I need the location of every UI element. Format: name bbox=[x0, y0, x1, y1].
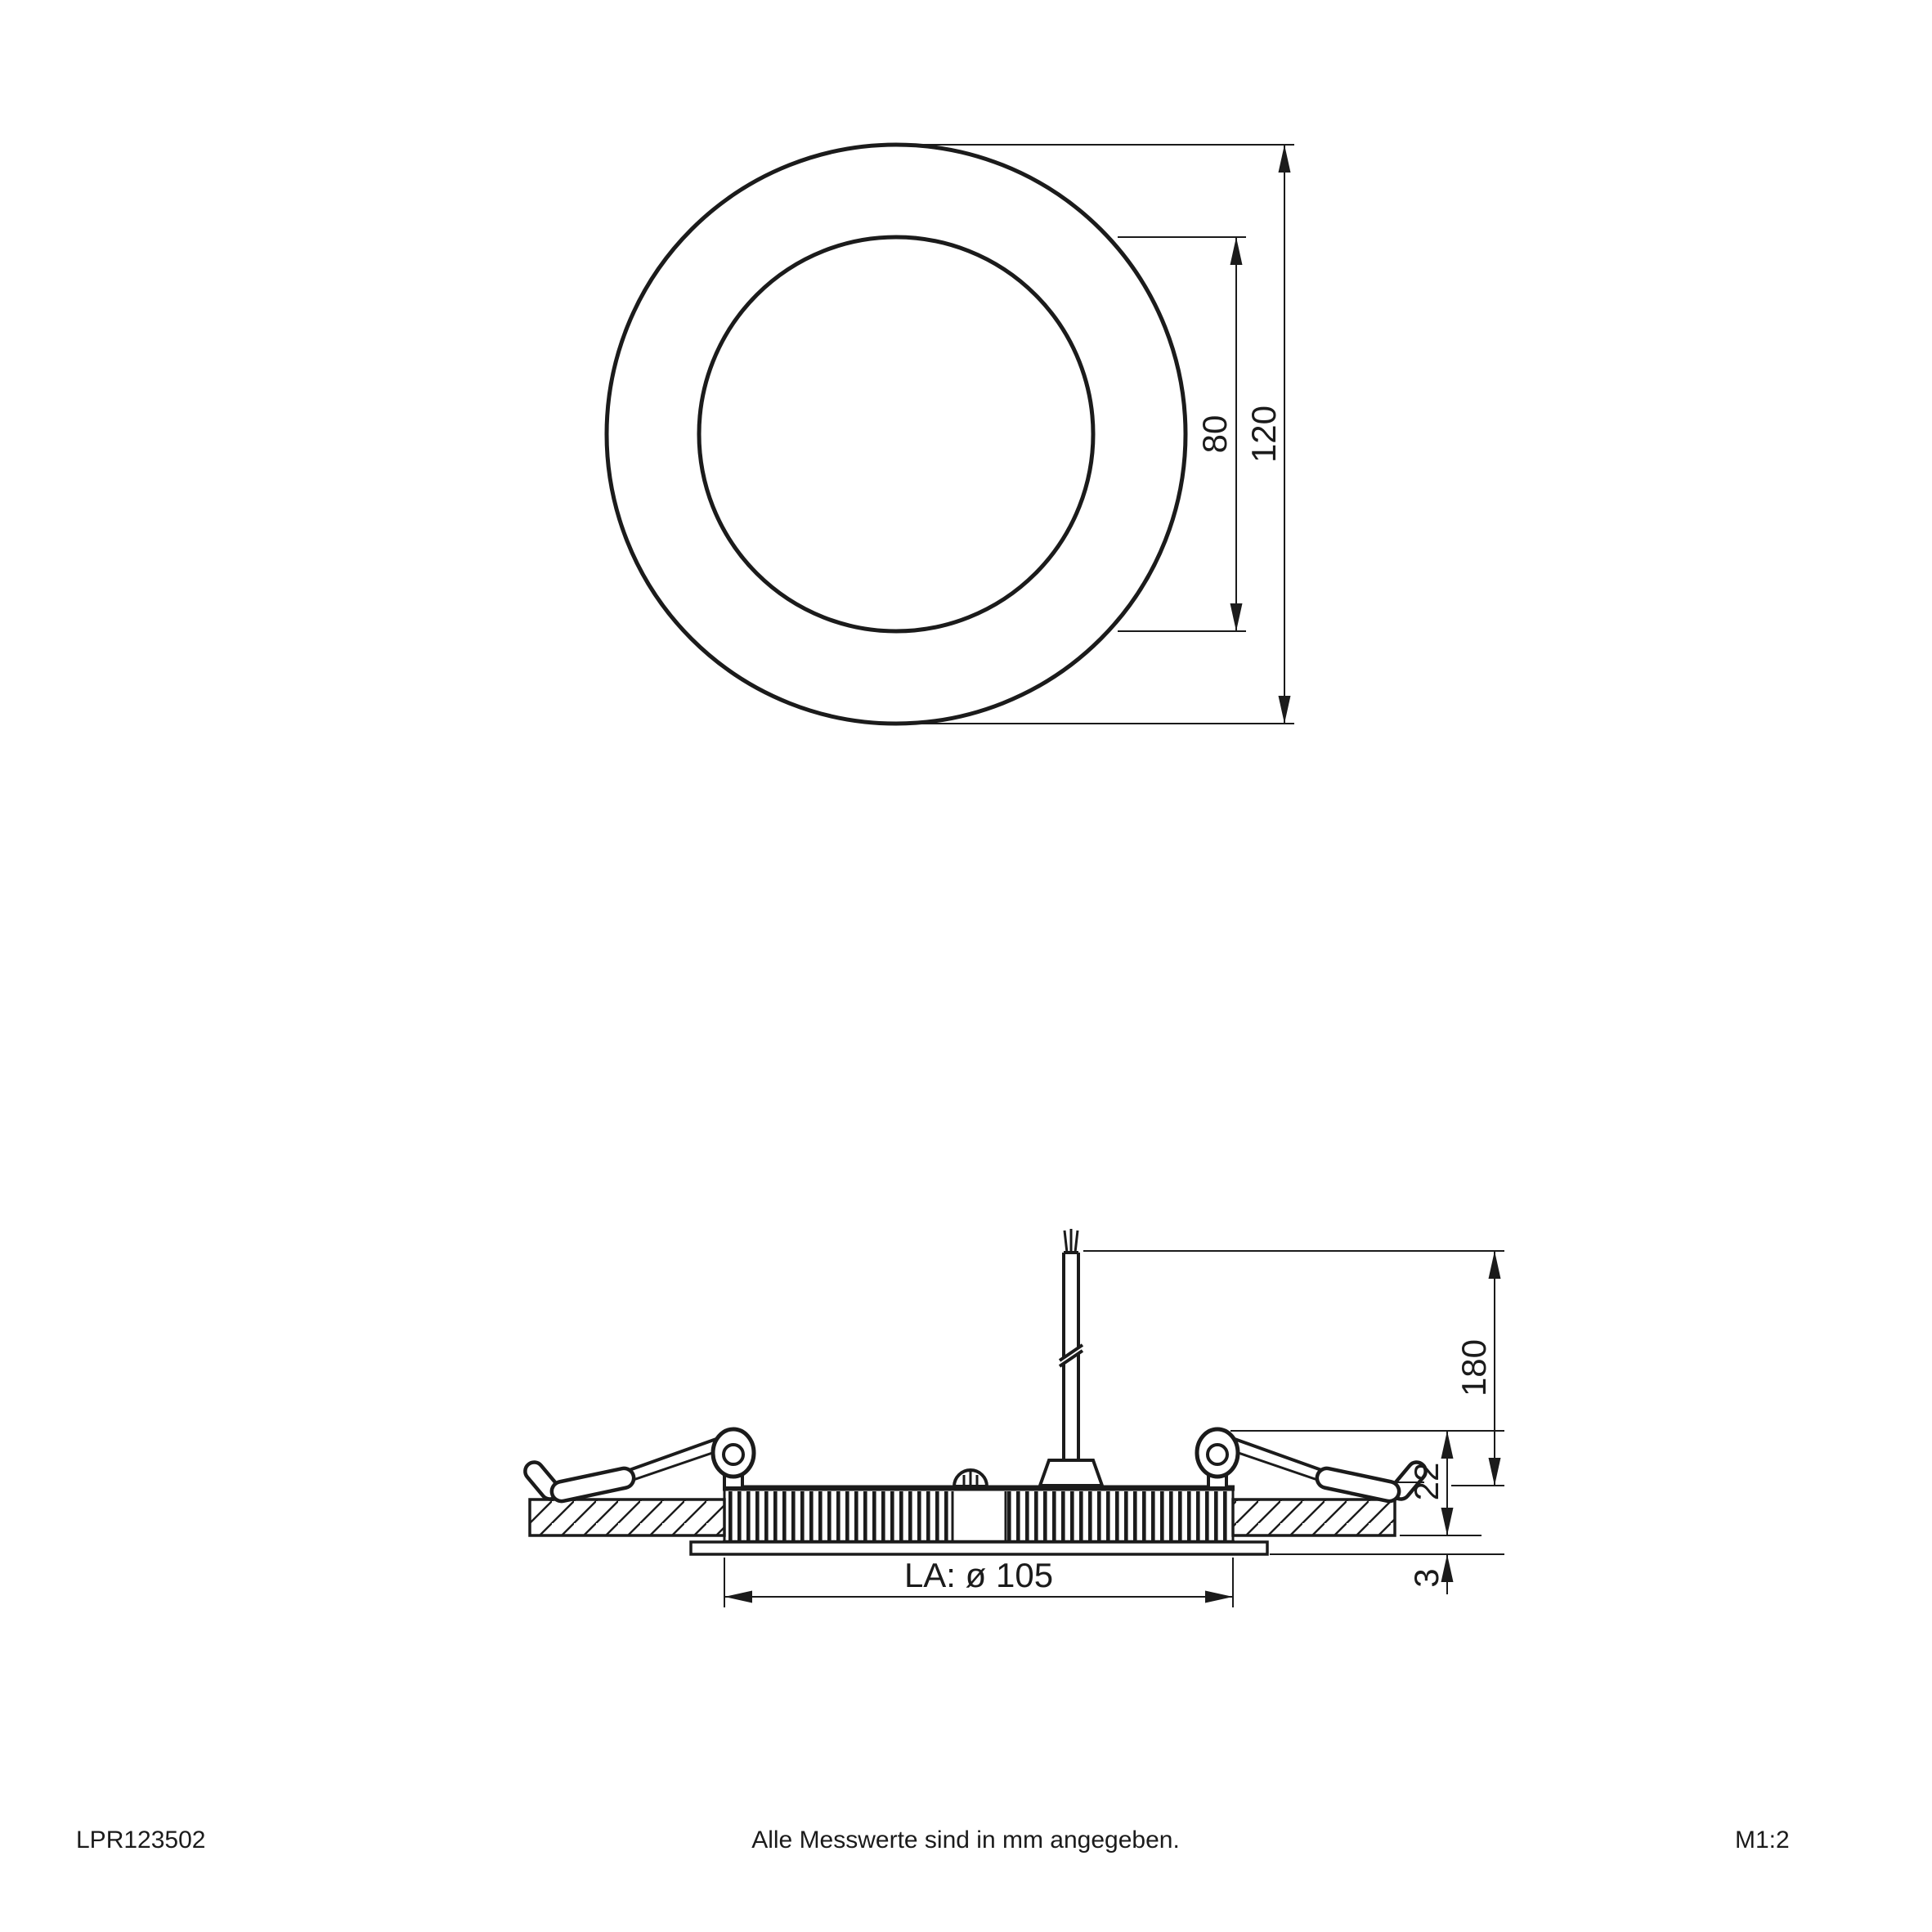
inner-aperture-circle bbox=[699, 237, 1093, 631]
dim-label-180: 180 bbox=[1455, 1338, 1493, 1397]
clip-foot bbox=[1316, 1467, 1401, 1504]
part-number: LPR123502 bbox=[76, 1827, 206, 1854]
arrow-down-80 bbox=[1230, 603, 1243, 631]
luminaire-body bbox=[691, 1470, 1267, 1554]
side-view bbox=[522, 1229, 1504, 1607]
ceiling-section-left bbox=[530, 1499, 724, 1535]
arrow-left-cutout bbox=[724, 1591, 752, 1603]
dim-label-80: 80 bbox=[1195, 415, 1234, 454]
cable-wire-strand bbox=[1075, 1230, 1078, 1253]
ceiling-section-right bbox=[1233, 1499, 1395, 1535]
trim-flange bbox=[691, 1542, 1267, 1554]
measurement-note: Alle Messwerte sind in mm angegeben. bbox=[751, 1827, 1180, 1854]
arrow-down-22 bbox=[1441, 1508, 1454, 1535]
spring-clip-left bbox=[522, 1429, 754, 1503]
cable-wire-strand bbox=[1065, 1230, 1067, 1253]
heatsink-fins-right bbox=[1006, 1491, 1230, 1542]
top-view bbox=[607, 145, 1294, 724]
clip-foot bbox=[550, 1467, 636, 1504]
arrow-down-180 bbox=[1489, 1458, 1501, 1486]
scale-label: M1:2 bbox=[1735, 1827, 1790, 1854]
dim-label-22: 22 bbox=[1407, 1462, 1446, 1501]
arrow-up-22 bbox=[1441, 1431, 1454, 1459]
dim-depth-180 bbox=[1083, 1251, 1504, 1486]
footer bbox=[76, 1827, 1790, 1854]
dim-label-120: 120 bbox=[1244, 405, 1283, 464]
arrow-down-120 bbox=[1279, 696, 1291, 724]
cable bbox=[1040, 1229, 1102, 1486]
heatsink-fins-left bbox=[728, 1491, 953, 1542]
arrow-right-cutout bbox=[1205, 1591, 1233, 1603]
arrow-up-80 bbox=[1230, 237, 1243, 265]
cable-foot bbox=[1040, 1460, 1102, 1486]
arrow-up-120 bbox=[1279, 145, 1291, 173]
dim-label-cutout: LA: ø 105 bbox=[903, 1556, 1054, 1594]
dim-cutout-la105 bbox=[724, 1556, 1233, 1607]
dim-inner-80 bbox=[1118, 237, 1246, 631]
clip-pivot-hub bbox=[1208, 1445, 1227, 1464]
dim-outer-120 bbox=[901, 145, 1294, 724]
arrow-up-180 bbox=[1489, 1251, 1501, 1279]
dim-flange-3 bbox=[1270, 1554, 1504, 1594]
outer-ring-circle bbox=[607, 145, 1186, 724]
dim-label-3: 3 bbox=[1407, 1568, 1446, 1588]
clip-pivot-hub bbox=[724, 1445, 743, 1464]
